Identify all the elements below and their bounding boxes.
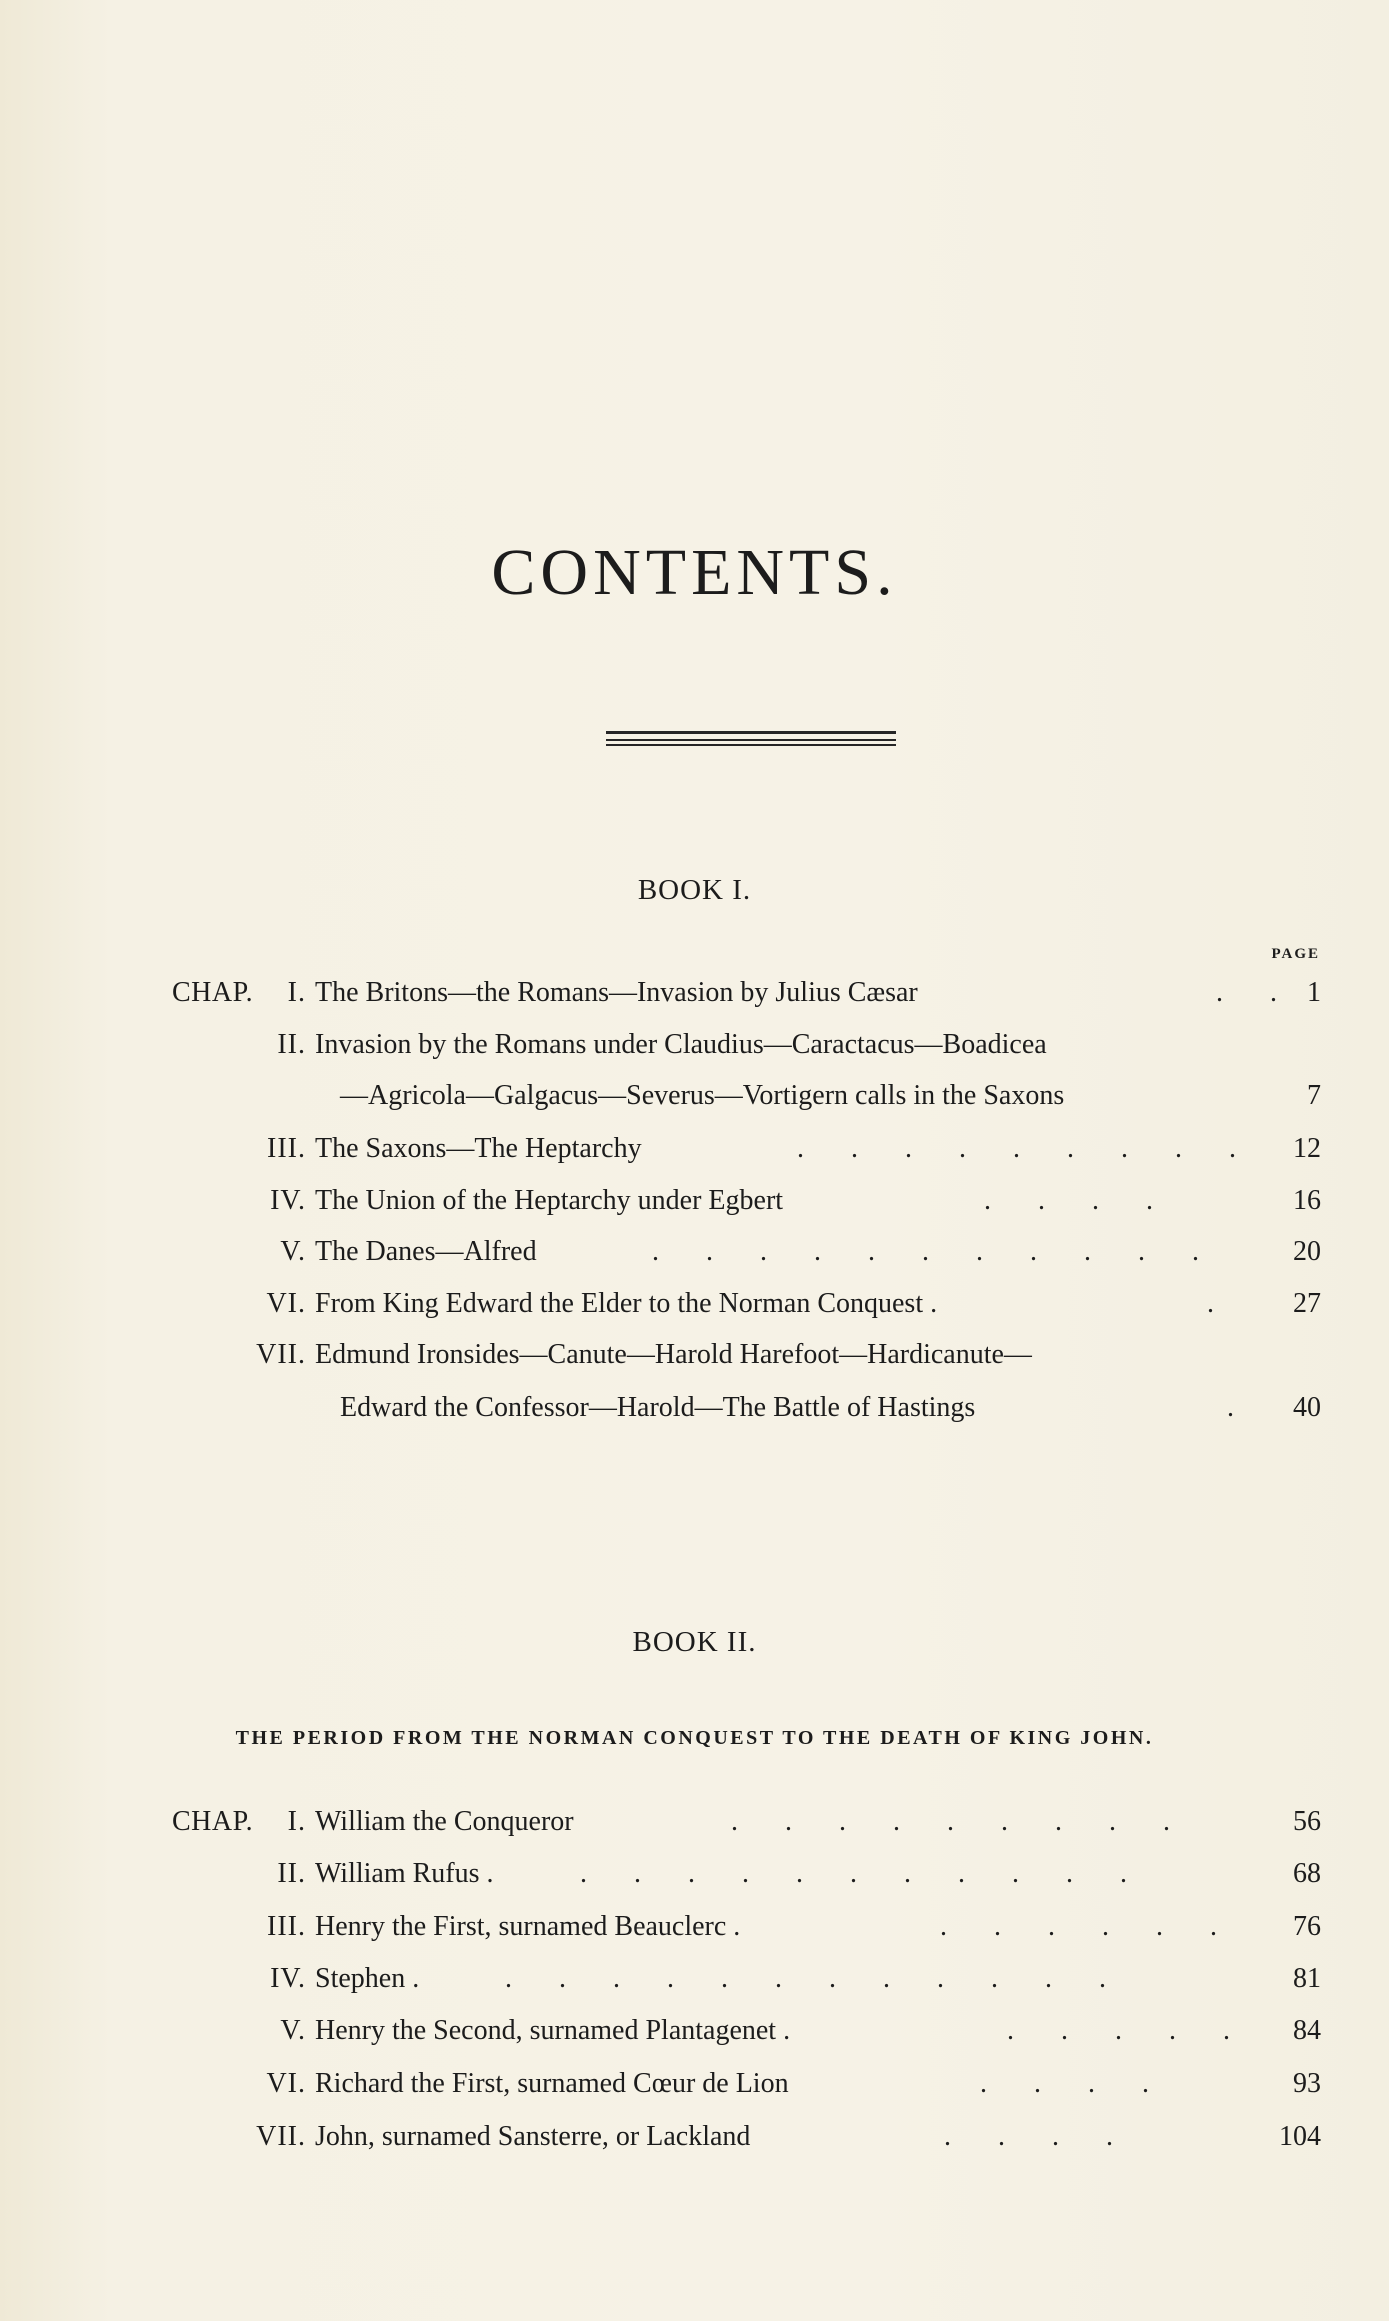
chapter-title: The Union of the Heptarchy under Egbert	[315, 1185, 784, 1216]
chapter-prefix: CHAP.	[172, 1806, 254, 1837]
page-column-label: PAGE	[1271, 946, 1320, 962]
page-number: 76	[1293, 1911, 1321, 1942]
toc-entry	[0, 1234, 1389, 1270]
chapter-title: Richard the First, surnamed Cœur de Lion	[315, 2068, 789, 2099]
book-2-subtitle: THE PERIOD FROM THE NORMAN CONQUEST TO THE DEATH OF KING JOHN.	[235, 1727, 1154, 1749]
toc-entry	[0, 1027, 1389, 1063]
chapter-title: Henry the First, surnamed Beauclerc .	[315, 1911, 741, 1942]
toc-entry	[0, 2066, 1389, 2102]
toc-entry	[0, 1131, 1389, 1167]
book-1-heading: BOOK I.	[637, 874, 752, 906]
page-number: 27	[1293, 1288, 1321, 1319]
toc-entry-continuation	[0, 1390, 1389, 1426]
chapter-title: From King Edward the Elder to the Norman Conquest .	[315, 1288, 938, 1319]
toc-entry	[0, 1337, 1389, 1373]
leader-dots: . . . . .	[1007, 2015, 1250, 2046]
leader-dots: . . . .	[980, 2068, 1169, 2099]
toc-entry	[0, 1804, 1389, 1840]
leader-dots: . . . . . . . . . . .	[652, 1236, 1219, 1267]
chapter-numeral: VII.	[256, 1339, 306, 1370]
toc-entry	[0, 1856, 1389, 1892]
page-number: 40	[1293, 1392, 1321, 1423]
page-number: 84	[1293, 2015, 1321, 2046]
toc-entry	[0, 2119, 1389, 2155]
ornamental-rule-middle	[606, 739, 896, 741]
book-2-heading: BOOK II.	[632, 1626, 757, 1658]
page-number: 104	[1279, 2121, 1321, 2152]
page-number: 20	[1293, 1236, 1321, 1267]
chapter-numeral: IV.	[270, 1185, 306, 1216]
leader-dots: . . . . . . . . .	[797, 1133, 1256, 1164]
chapter-title: Edmund Ironsides—Canute—Harold Harefoot—Hardicanute—	[315, 1339, 1032, 1370]
chapter-numeral: I.	[287, 977, 306, 1008]
chapter-title: William the Conqueror	[315, 1806, 574, 1837]
chapter-title: The Danes—Alfred	[315, 1236, 537, 1267]
chapter-numeral: II.	[277, 1858, 306, 1889]
page-number: 12	[1293, 1133, 1321, 1164]
chapter-numeral: VI.	[266, 2068, 306, 2099]
leader-dots: . . . .	[984, 1185, 1173, 1216]
chapter-prefix: CHAP.	[172, 977, 254, 1008]
chapter-numeral: III.	[267, 1133, 306, 1164]
chapter-numeral: II.	[277, 1029, 306, 1060]
chapter-numeral: VI.	[266, 1288, 306, 1319]
leader-dots: . . . . . . . . . . . .	[505, 1963, 1126, 1994]
leader-dots: .	[1227, 1392, 1254, 1423]
chapter-numeral: III.	[267, 1911, 306, 1942]
chapter-title: The Britons—the Romans—Invasion by Julius Cæsar	[315, 977, 918, 1008]
toc-entry	[0, 1286, 1389, 1322]
chapter-title-continuation: Edward the Confessor—Harold—The Battle of Hastings	[340, 1392, 976, 1423]
chapter-title: Henry the Second, surnamed Plantagenet .	[315, 2015, 791, 2046]
toc-entry	[0, 1183, 1389, 1219]
leader-dots: .	[1207, 1288, 1234, 1319]
page-number: 81	[1293, 1963, 1321, 1994]
page-title: CONTENTS.	[491, 536, 898, 609]
chapter-numeral: VII.	[256, 2121, 306, 2152]
chapter-numeral: V.	[280, 2015, 306, 2046]
leader-dots: . . . . . . . . . . .	[580, 1858, 1147, 1889]
chapter-title: William Rufus .	[315, 1858, 494, 1889]
chapter-title: The Saxons—The Heptarchy	[315, 1133, 642, 1164]
leader-dots: . .	[1216, 977, 1297, 1008]
page-number: 7	[1307, 1080, 1321, 1111]
chapter-numeral: IV.	[270, 1963, 306, 1994]
leader-dots: . . . . . . . . .	[731, 1806, 1190, 1837]
chapter-title-continuation: —Agricola—Galgacus—Severus—Vortigern calls in the Saxons	[340, 1080, 1065, 1111]
chapter-title: John, surnamed Sansterre, or Lackland	[315, 2121, 751, 2152]
ornamental-rule-top	[606, 731, 896, 734]
toc-entry	[0, 1909, 1389, 1945]
page-number: 93	[1293, 2068, 1321, 2099]
ornamental-rule-bottom	[606, 744, 896, 746]
chapter-title: Stephen .	[315, 1963, 420, 1994]
toc-entry	[0, 2013, 1389, 2049]
page-number: 1	[1307, 977, 1321, 1008]
toc-entry	[0, 1961, 1389, 1997]
chapter-numeral: V.	[280, 1236, 306, 1267]
toc-entry	[0, 975, 1389, 1011]
toc-entry-continuation	[0, 1078, 1389, 1114]
page-number: 68	[1293, 1858, 1321, 1889]
page-number: 16	[1293, 1185, 1321, 1216]
leader-dots: . . . . . .	[940, 1911, 1237, 1942]
page-number: 56	[1293, 1806, 1321, 1837]
leader-dots: . . . .	[944, 2121, 1133, 2152]
chapter-numeral: I.	[287, 1806, 306, 1837]
chapter-title: Invasion by the Romans under Claudius—Caractacus—Boadicea	[315, 1029, 1047, 1060]
